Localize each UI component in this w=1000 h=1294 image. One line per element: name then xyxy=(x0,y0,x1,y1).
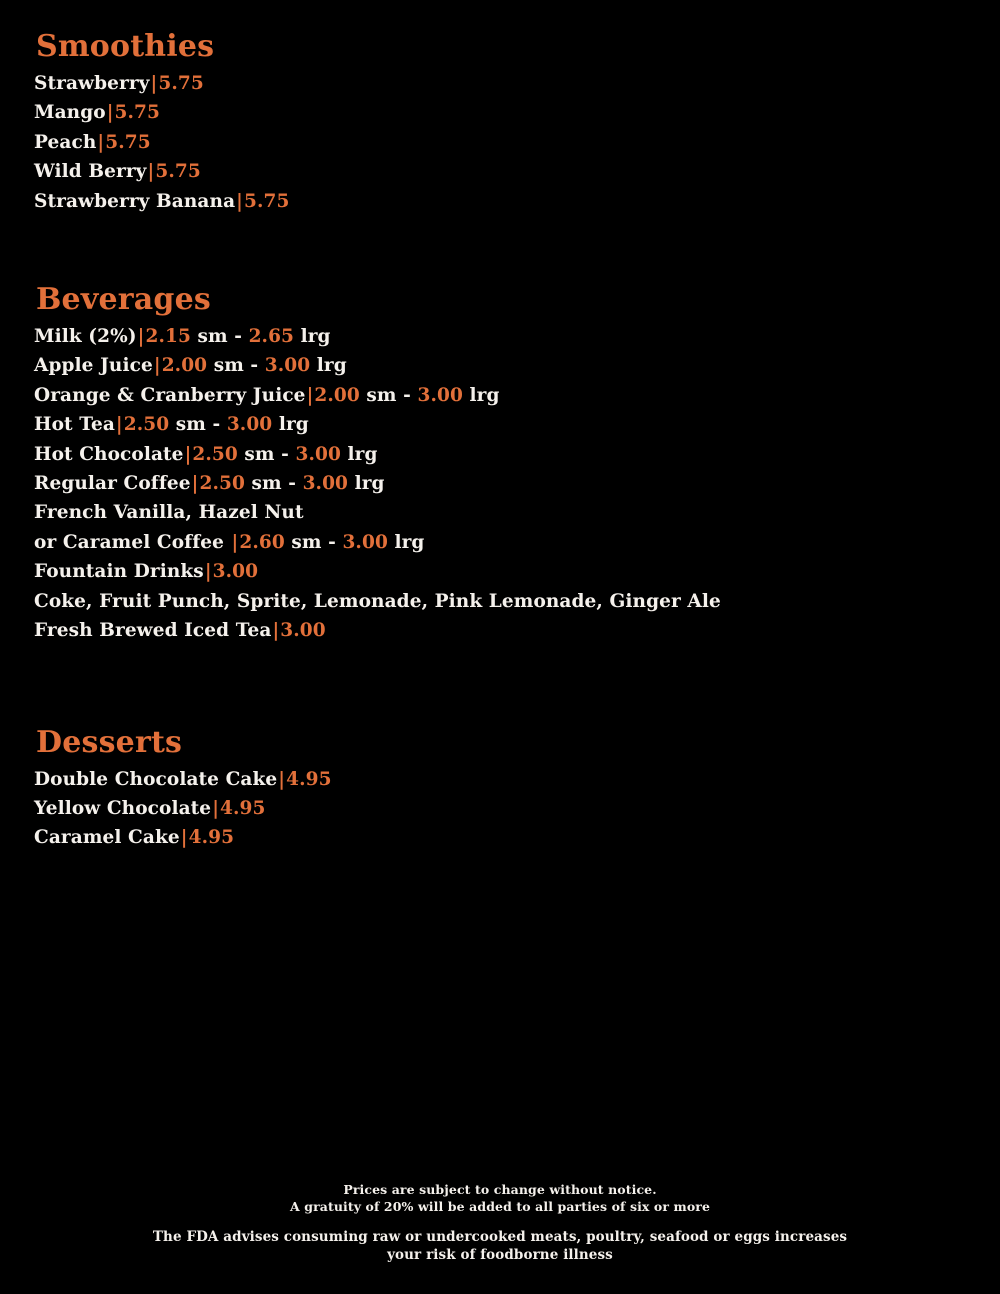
item-price: 5.75 xyxy=(114,102,161,124)
item-unit: sm - xyxy=(169,414,227,436)
item-price-large: 2.65 xyxy=(248,326,295,348)
item-separator: | xyxy=(231,531,239,553)
item-price: 2.15 xyxy=(145,326,191,348)
item-price: 2.50 xyxy=(123,414,170,436)
item-price: 4.95 xyxy=(188,827,235,849)
section-spacer xyxy=(34,646,966,726)
item-price: 5.75 xyxy=(155,161,201,183)
item-price: 4.95 xyxy=(220,797,266,819)
item-unit-large: lrg xyxy=(294,326,331,348)
item-separator: | xyxy=(191,473,199,495)
item-price: 3.00 xyxy=(280,620,326,642)
item-price-large: 3.00 xyxy=(226,414,273,436)
item-price: 2.50 xyxy=(192,443,238,465)
menu-item xyxy=(34,557,966,586)
item-unit-large: lrg xyxy=(340,443,378,465)
item-name: Peach xyxy=(34,131,97,153)
item-price: 2.00 xyxy=(314,384,360,406)
menu-footer xyxy=(0,1181,1000,1264)
menu-item xyxy=(34,128,966,157)
menu-item-note xyxy=(34,587,966,616)
item-separator: | xyxy=(306,384,314,406)
item-name: Fresh Brewed Iced Tea xyxy=(34,620,272,642)
item-name: or Caramel Coffee xyxy=(34,531,231,553)
item-unit: sm - xyxy=(190,326,249,348)
item-unit: sm - xyxy=(237,443,296,465)
item-separator: | xyxy=(272,620,280,642)
item-unit: sm - xyxy=(244,473,303,495)
menu-item xyxy=(34,410,966,439)
menu-item xyxy=(34,440,966,469)
item-name: Wild Berry xyxy=(34,161,147,183)
item-name: Strawberry xyxy=(34,73,150,94)
item-unit: sm - xyxy=(284,531,343,553)
menu-item xyxy=(34,381,966,410)
item-separator: | xyxy=(184,443,192,465)
item-separator: | xyxy=(153,355,161,377)
menu-item xyxy=(34,69,966,98)
menu-item xyxy=(34,322,966,351)
item-separator: | xyxy=(180,827,188,849)
item-name: Caramel Cake xyxy=(34,827,180,849)
item-unit: sm - xyxy=(359,384,418,406)
menu-section-beverages xyxy=(34,283,966,645)
item-name: Double Chocolate Cake xyxy=(34,768,278,790)
item-price-large: 3.00 xyxy=(417,384,463,406)
item-name: Orange & Cranberry Juice xyxy=(34,384,306,406)
item-name: Mango xyxy=(34,102,106,124)
item-name: Coke, Fruit Punch, Sprite, Lemonade, Pink Lemonade, Ginger Ale xyxy=(34,590,721,612)
item-name: Yellow Chocolate xyxy=(34,797,212,819)
item-separator: | xyxy=(147,161,155,183)
footer-fda-notice-line2: your risk of foodborne illness xyxy=(387,1247,613,1263)
menu-item xyxy=(34,616,966,645)
item-price: 4.95 xyxy=(286,768,332,790)
item-price: 2.50 xyxy=(199,473,245,495)
item-name: Apple Juice xyxy=(34,355,153,377)
item-unit-large: lrg xyxy=(387,531,425,553)
menu-item-note xyxy=(34,498,966,527)
item-separator: | xyxy=(150,73,158,94)
section-title: Beverages xyxy=(36,282,211,318)
item-separator: | xyxy=(97,131,105,153)
item-price: 5.75 xyxy=(158,73,204,94)
item-separator: | xyxy=(278,768,286,790)
section-title: Desserts xyxy=(36,724,183,760)
item-unit-large: lrg xyxy=(310,355,347,377)
menu-item xyxy=(34,157,966,186)
item-name: Strawberry Banana xyxy=(34,190,236,212)
menu-item xyxy=(34,528,966,557)
item-name: Hot Tea xyxy=(34,414,115,436)
item-unit-large: lrg xyxy=(348,473,385,495)
item-unit: sm - xyxy=(207,355,265,377)
item-price: 5.75 xyxy=(244,190,290,212)
menu-item xyxy=(34,765,966,794)
item-price: 5.75 xyxy=(105,131,151,153)
item-price: 2.60 xyxy=(239,531,285,553)
item-name: Hot Chocolate xyxy=(34,443,184,465)
item-name: Fountain Drinks xyxy=(34,561,204,583)
item-price-large: 3.00 xyxy=(295,443,341,465)
item-unit-large: lrg xyxy=(462,384,500,406)
item-separator: | xyxy=(204,561,212,583)
menu-item xyxy=(34,794,966,823)
footer-gratuity-notice: A gratuity of 20% will be added to all parties of six or more xyxy=(289,1199,711,1214)
footer-fda-notice-line1: The FDA advises consuming raw or undercooked meats, poultry, seafood or eggs increases xyxy=(152,1229,848,1245)
menu-item xyxy=(34,469,966,498)
item-separator: | xyxy=(212,797,220,819)
item-price: 3.00 xyxy=(212,561,259,583)
item-separator: | xyxy=(137,326,145,348)
item-separator: | xyxy=(236,190,243,212)
section-title: Smoothies xyxy=(36,29,215,64)
item-price-large: 3.00 xyxy=(342,531,388,553)
item-unit-large: lrg xyxy=(272,414,309,436)
item-name: Milk (2%) xyxy=(34,326,137,348)
item-price-large: 3.00 xyxy=(264,355,311,377)
menu-item xyxy=(34,823,966,852)
item-price: 2.00 xyxy=(161,355,208,377)
item-price-large: 3.00 xyxy=(302,473,349,495)
menu-section-desserts xyxy=(34,726,966,853)
item-separator: | xyxy=(106,102,114,124)
section-spacer xyxy=(34,216,966,283)
menu-item xyxy=(34,187,966,216)
menu-section-smoothies xyxy=(34,30,966,216)
item-name: Regular Coffee xyxy=(34,473,191,495)
item-name: French Vanilla, Hazel Nut xyxy=(34,502,304,524)
footer-price-notice: Prices are subject to change without notice. xyxy=(343,1182,657,1197)
menu-item xyxy=(34,98,966,127)
item-separator: | xyxy=(115,414,123,436)
menu-item xyxy=(34,351,966,380)
